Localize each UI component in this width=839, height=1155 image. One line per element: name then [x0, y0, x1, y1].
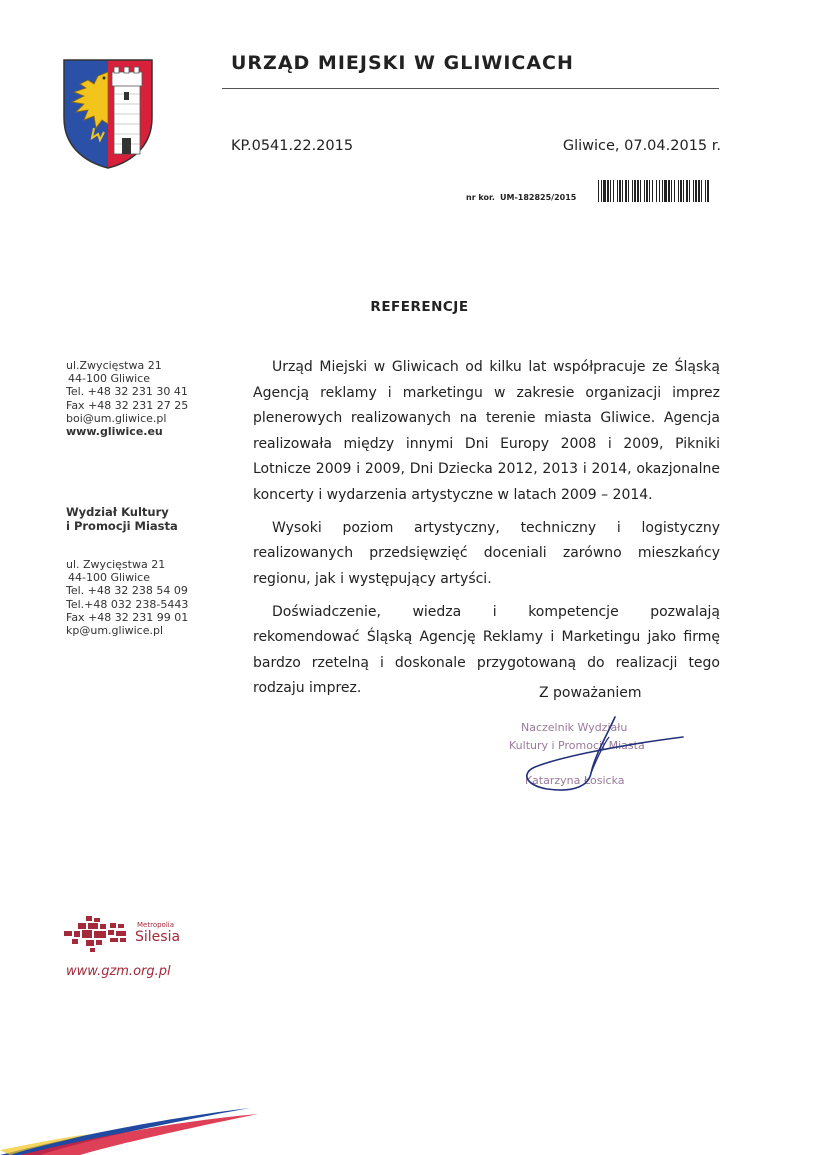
correspondence-label: nr kor. [466, 193, 495, 202]
barcode-bar [689, 180, 690, 202]
barcode-bar [617, 180, 618, 202]
barcode-bar [668, 180, 670, 202]
barcode-bar [628, 180, 629, 202]
barcode-bar [644, 180, 645, 202]
office-title: URZĄD MIEJSKI W GLIWICACH [231, 52, 574, 74]
closing-salutation: Z poważaniem [539, 685, 642, 701]
office-address-city: 44-100 Gliwice [68, 372, 150, 386]
barcode-bar [607, 180, 609, 202]
barcode-bar [640, 180, 641, 202]
barcode-bar [637, 180, 639, 202]
department-address-city: 44-100 Gliwice [68, 571, 150, 585]
office-fax: Fax +48 32 231 27 25 [66, 398, 189, 412]
footer-url: www.gzm.org.pl [66, 964, 171, 979]
barcode-bar [601, 180, 602, 202]
barcode-bar [610, 180, 611, 202]
barcode-bar [632, 180, 633, 202]
barcode-bar [619, 180, 621, 202]
barcode-bar [705, 180, 706, 202]
decorative-swoosh [0, 1100, 260, 1155]
department-email: kp@um.gliwice.pl [66, 624, 164, 638]
barcode-bar [613, 180, 614, 202]
barcode-bar [686, 180, 688, 202]
barcode-bar [707, 180, 709, 202]
letter-body [253, 355, 720, 709]
body-paragraph: Wysoki poziom artystyczny, techniczny i logistyczny realizowanych przedsięwzięć doceniali zarówno mieszkańcy regionu, jak i występujący artyści. [253, 519, 720, 587]
stamp-line-name: Katarzyna Łosicka [525, 774, 625, 787]
office-address-street: ul.Zwycięstwa 21 [66, 359, 162, 372]
barcode-bar [659, 180, 660, 202]
barcode-bar [652, 180, 653, 202]
city-crest-icon [62, 58, 154, 170]
barcode-bar [603, 180, 606, 202]
department-title-line2: i Promocji Miasta [66, 519, 178, 533]
barcode-bar [646, 180, 648, 202]
department-phone-2: Tel.+48 032 238-5443 [66, 597, 189, 611]
barcode-icon [598, 180, 710, 202]
barcode-bar [622, 180, 623, 202]
barcode-bar [674, 180, 675, 202]
barcode-bar [649, 180, 650, 202]
barcode-bar [664, 180, 667, 202]
logo-wordmark: Silesia [135, 929, 181, 945]
barcode-bar [678, 180, 679, 202]
department-title [66, 505, 178, 533]
document-heading: REFERENCJE [370, 299, 469, 315]
barcode-bar [680, 180, 682, 202]
body-paragraph: Doświadczenie, wiedza i kompetencje pozwalają rekomendować Śląską Agencję Reklamy i Marketingu jako firmę bardzo rzetelną i doskonale przygotowaną do realizacji tego rodzaju imprez. [253, 603, 720, 696]
body-paragraph: Urząd Miejski w Gliwicach od kilku lat współpracuje ze Śląską Agencją reklamy i marketingu w zakresie organizacji imprez plenerowych realizowanych na terenie miasta Gliwice. Agencja realizowała między innymi Dni Europy 2008 i 2009, Pikniki Lotnicze 2009 i 2009, Dni Dziecka 2012, 2013 i 2014, okazjonalne koncerty i wydarzenia artystyczne w latach 2009 – 2014. [253, 359, 720, 503]
barcode-bar [598, 180, 599, 202]
office-contact-block [66, 359, 188, 438]
logo-wordmark-small: Metropolia [137, 921, 175, 929]
barcode-bar [701, 180, 702, 202]
place-date: Gliwice, 07.04.2015 r. [562, 138, 721, 154]
barcode-bar [693, 180, 694, 202]
office-email: boi@um.gliwice.pl [66, 411, 167, 425]
department-fax: Fax +48 32 231 99 01 [66, 610, 189, 624]
correspondence-number: UM-182825/2015 [500, 193, 577, 202]
barcode-bar [656, 180, 657, 202]
barcode-bar [634, 180, 636, 202]
stamp-line-title: Naczelnik Wydziału [521, 721, 628, 734]
barcode-bar [662, 180, 663, 202]
barcode-bar [695, 180, 697, 202]
barcode-bar [671, 180, 672, 202]
department-contact-block [66, 558, 188, 637]
department-title-line1: Wydział Kultury [66, 505, 169, 519]
header-divider [222, 88, 719, 89]
office-phone: Tel. +48 32 231 30 41 [66, 385, 188, 399]
stamp-line-department: Kultury i Promocji Miasta [509, 739, 645, 752]
signature-icon [495, 715, 695, 795]
barcode-bar [698, 180, 700, 202]
barcode-bar [683, 180, 684, 202]
department-address-street: ul. Zwycięstwa 21 [66, 558, 166, 571]
barcode-bar [625, 180, 627, 202]
reference-number: KP.0541.22.2015 [231, 138, 354, 154]
office-website: www.gliwice.eu [66, 425, 163, 439]
department-phone-1: Tel. +48 32 238 54 09 [66, 584, 188, 598]
